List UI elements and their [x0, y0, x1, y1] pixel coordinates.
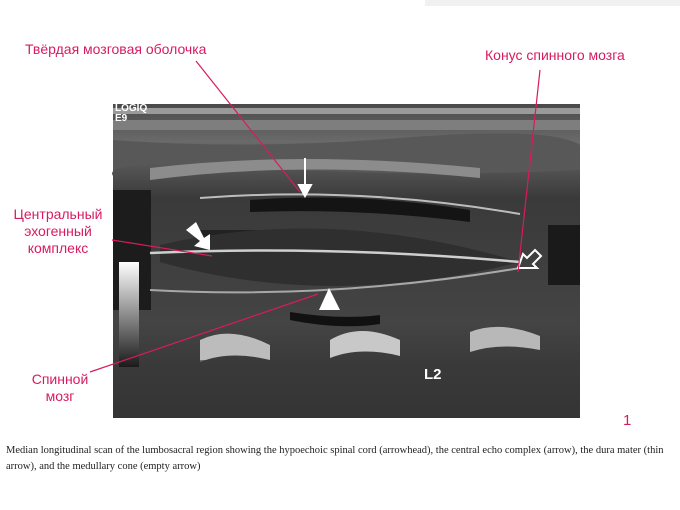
brand-model: LOGIQ: [115, 103, 148, 114]
brand-submodel: E9: [115, 113, 128, 124]
spinal-cord-line-2: мозг: [45, 388, 75, 404]
spinal-cord-line-1: Спинной: [31, 371, 89, 387]
subcutaneous-layer: [113, 120, 580, 130]
vertebra-label: L2: [424, 366, 442, 383]
cone-label: Конус спинного мозга: [485, 47, 625, 63]
dura-label: Твёрдая мозговая оболочка: [25, 41, 207, 57]
deep-tissue: [113, 360, 580, 418]
figure-caption: Median longitudinal scan of the lumbosacral region showing the hypoechoic spinal cord (arrowhead), the central echo complex (arrow), the dura mater (thin arrow), and the medullary cone (empty arrow): [6, 445, 664, 472]
spinal-cord-label: [20, 371, 100, 405]
figure-number: 1: [623, 412, 632, 429]
central-complex-line-3: комплекс: [27, 240, 89, 256]
skin-layer: [113, 108, 580, 114]
right-dark-zone: [548, 225, 580, 285]
central-complex-label: [2, 206, 114, 257]
central-complex-line-2: эхогенный: [24, 223, 92, 239]
central-complex-line-1: Центральный: [13, 206, 103, 222]
scanner-brand: [115, 104, 147, 124]
grayscale-bar: [119, 262, 139, 367]
